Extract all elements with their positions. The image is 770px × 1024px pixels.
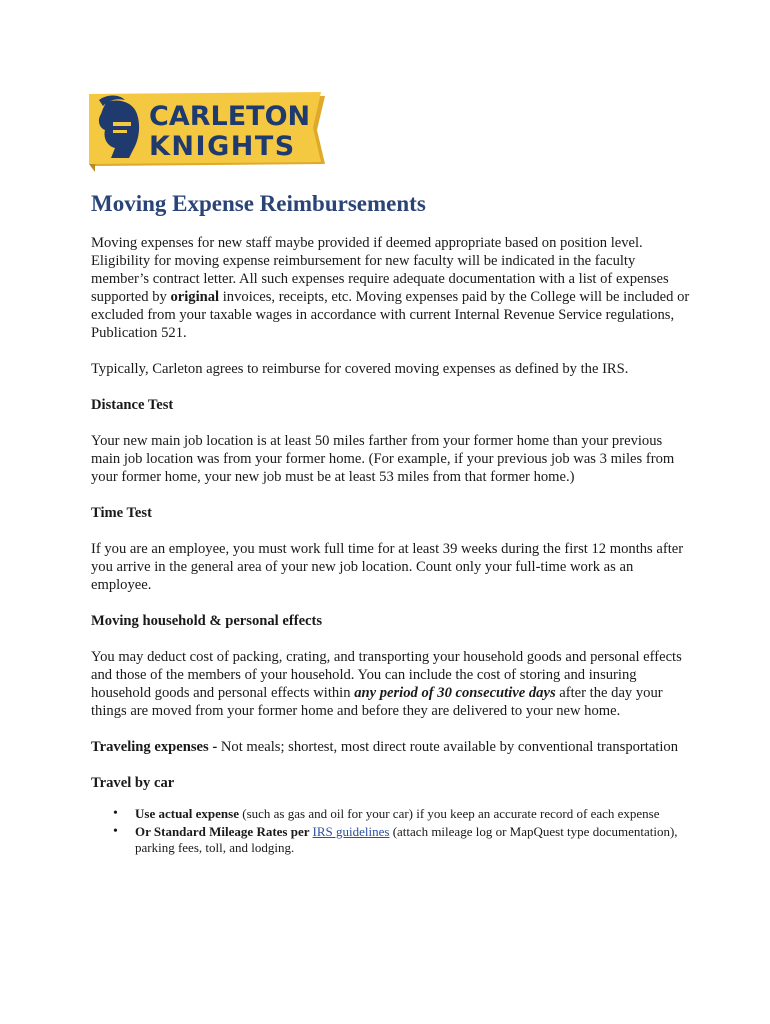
document-body (91, 190, 691, 858)
intro-text-2: invoices, receipts, etc. Moving expenses paid by the College will be included or excluded from your taxable wages in accordance with current Internal Revenue Service regulations, Publication 521. (91, 289, 690, 341)
list-item-text: (such as gas and oil for your car) if you keep an accurate record of each expense (239, 806, 660, 821)
list-item (135, 806, 691, 823)
time-test-heading: Time Test (91, 505, 152, 521)
traveling-body: Not meals; shortest, most direct route available by conventional transportation (220, 739, 679, 755)
intro-text-1: Moving expenses for new staff maybe provided if deemed appropriate based on position level. Eligibility for moving expense reimbursement for new faculty will be indicated in the faculty member’s contract letter. All such expenses require adequate documentation with a list of expenses supported by (91, 235, 669, 305)
page-title: Moving Expense Reimbursements (91, 191, 426, 216)
household-body (91, 648, 691, 720)
irs-guidelines-link[interactable]: IRS guidelines (312, 823, 390, 839)
distance-test-body: Your new main job location is at least 50 miles farther from your former home than your previous main job location was from your former home. (For example, if your previous job was 3 miles from your former home, your new job must be at least 53 miles from that former home.) (91, 433, 675, 485)
carleton-knights-logo (89, 92, 329, 172)
intro-paragraph (91, 234, 691, 342)
distance-test-heading: Distance Test (91, 397, 174, 413)
list-item (135, 824, 691, 857)
logo-line1: CARLETON (149, 101, 311, 132)
typically-paragraph: Typically, Carleton agrees to reimburse for covered moving expenses as defined by the IRS. (91, 361, 629, 377)
travel-by-car-heading: Travel by car (91, 775, 175, 791)
household-text-1: You may deduct cost of packing, crating, and transporting your household goods and personal effects and those of the members of your household. You can include the cost of storing and insuring household goods and personal effects within (91, 649, 682, 701)
traveling-expenses-paragraph (91, 738, 691, 756)
household-heading: Moving household & personal effects (91, 613, 323, 629)
list-item-text: (attach mileage log or MapQuest type documentation), parking fees, toll, and lodging. (135, 823, 678, 855)
household-text-2: after the day your things are moved from your former home and before they are delivered to your new home. (91, 685, 663, 719)
list-item-bold: Use actual expense (135, 806, 239, 821)
traveling-heading: Traveling expenses - (91, 739, 221, 755)
time-test-body: If you are an employee, you must work full time for at least 39 weeks during the first 12 months after you arrive in the general area of your new job location. Count only your full-time work as an employee. (91, 541, 684, 593)
travel-by-car-list (91, 806, 691, 857)
intro-bold: original (170, 289, 220, 305)
household-emphasis: any period of 30 consecutive days (354, 685, 556, 701)
logo-line2: KNIGHTS (149, 131, 296, 162)
logo-graphic (89, 92, 329, 172)
list-item-bold: Or Standard Mileage Rates per (135, 823, 313, 839)
